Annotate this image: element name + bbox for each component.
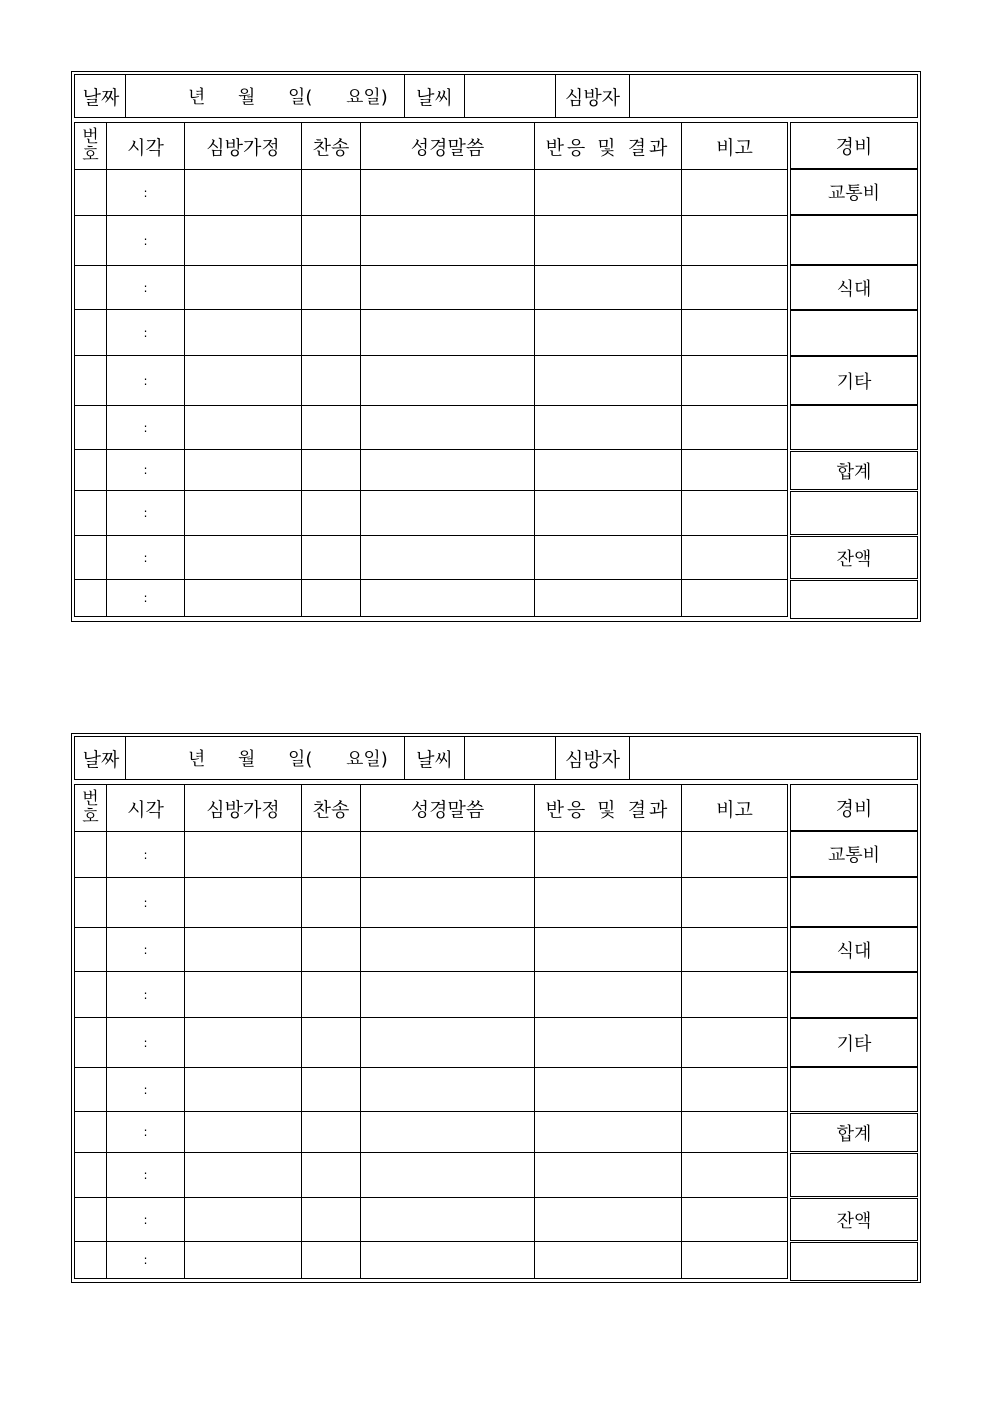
time-cell-4[interactable]: : — [143, 987, 148, 1002]
expense-meal-label: 식대 — [790, 927, 918, 972]
col-note-header: 비고 — [716, 798, 753, 821]
visit-table — [74, 784, 788, 1279]
weather-label: 날씨 — [416, 748, 453, 771]
date-day-unit: 일( — [288, 749, 313, 770]
visit-log-form-2 — [71, 733, 921, 1283]
expense-balance-value[interactable] — [790, 1242, 918, 1281]
expense-transport-value[interactable] — [790, 877, 918, 927]
weather-field[interactable] — [465, 75, 555, 117]
time-cell-3[interactable]: : — [143, 280, 148, 295]
visitor-label: 심방자 — [564, 748, 621, 771]
date-weekday-unit: 요일) — [346, 87, 388, 108]
time-cell-10[interactable]: : — [143, 591, 148, 605]
expense-meal-value[interactable] — [790, 972, 918, 1018]
col-response-header: 반응 및 결과 — [545, 136, 671, 159]
date-label: 날짜 — [82, 86, 120, 109]
date-weather-header — [74, 736, 918, 780]
col-hymn-header: 찬송 — [312, 798, 350, 821]
expense-other-value[interactable] — [790, 1067, 918, 1112]
col-expense-header: 경비 — [790, 784, 918, 831]
time-cell-10[interactable]: : — [143, 1253, 148, 1267]
expense-transport-label: 교통비 — [790, 831, 918, 877]
expense-meal-label: 식대 — [790, 265, 918, 310]
expense-other-value[interactable] — [790, 405, 918, 450]
date-field[interactable] — [126, 75, 404, 117]
expense-balance-value[interactable] — [790, 580, 918, 619]
expense-balance-label: 잔액 — [790, 536, 918, 579]
col-number-header: 번 호 — [82, 789, 99, 827]
time-cell-4[interactable]: : — [143, 325, 148, 340]
time-cell-2[interactable]: : — [143, 895, 148, 910]
col-hymn-header: 찬송 — [312, 136, 350, 159]
visit-log-form-1 — [71, 71, 921, 622]
time-cell-6[interactable]: : — [143, 420, 148, 435]
time-cell-9[interactable]: : — [143, 550, 148, 565]
col-household-header: 심방가정 — [206, 798, 280, 821]
date-month-unit: 월 — [238, 87, 256, 108]
expense-total-label: 합계 — [790, 1113, 918, 1152]
time-cell-1[interactable]: : — [143, 185, 148, 200]
date-year-unit: 년 — [188, 87, 206, 108]
col-number-header: 번 호 — [82, 127, 99, 165]
expense-transport-value[interactable] — [790, 215, 918, 265]
date-day-unit: 일( — [288, 87, 313, 108]
time-cell-7[interactable]: : — [143, 463, 148, 477]
col-note-header: 비고 — [716, 136, 753, 159]
date-weekday-unit: 요일) — [346, 749, 388, 770]
time-cell-5[interactable]: : — [143, 373, 148, 388]
col-response-header: 반응 및 결과 — [545, 798, 671, 821]
expense-total-label: 합계 — [790, 451, 918, 490]
time-cell-8[interactable]: : — [143, 506, 148, 520]
time-cell-2[interactable]: : — [143, 233, 148, 248]
col-scripture-header: 성경말씀 — [410, 798, 485, 821]
col-time-header: 시각 — [127, 136, 164, 159]
expense-total-value[interactable] — [790, 1153, 918, 1197]
expense-other-label: 기타 — [790, 356, 918, 405]
time-cell-7[interactable]: : — [143, 1125, 148, 1139]
expense-other-label: 기타 — [790, 1018, 918, 1067]
date-weather-header — [74, 74, 918, 118]
col-scripture-header: 성경말씀 — [410, 136, 485, 159]
expense-total-value[interactable] — [790, 491, 918, 535]
col-expense-header: 경비 — [790, 122, 918, 169]
visitor-label: 심방자 — [564, 86, 621, 109]
time-cell-5[interactable]: : — [143, 1035, 148, 1050]
date-field[interactable] — [126, 737, 404, 779]
visit-table — [74, 122, 788, 617]
expense-transport-label: 교통비 — [790, 169, 918, 215]
visitor-field[interactable] — [630, 75, 917, 117]
date-year-unit: 년 — [188, 749, 206, 770]
time-cell-9[interactable]: : — [143, 1212, 148, 1227]
expense-meal-value[interactable] — [790, 310, 918, 356]
time-cell-8[interactable]: : — [143, 1168, 148, 1182]
time-cell-6[interactable]: : — [143, 1082, 148, 1097]
time-cell-3[interactable]: : — [143, 942, 148, 957]
date-label: 날짜 — [82, 748, 120, 771]
time-cell-1[interactable]: : — [143, 847, 148, 862]
expense-balance-label: 잔액 — [790, 1198, 918, 1241]
visitor-field[interactable] — [630, 737, 917, 779]
weather-label: 날씨 — [416, 86, 453, 109]
col-time-header: 시각 — [127, 798, 164, 821]
weather-field[interactable] — [465, 737, 555, 779]
date-month-unit: 월 — [238, 749, 256, 770]
col-household-header: 심방가정 — [206, 136, 280, 159]
